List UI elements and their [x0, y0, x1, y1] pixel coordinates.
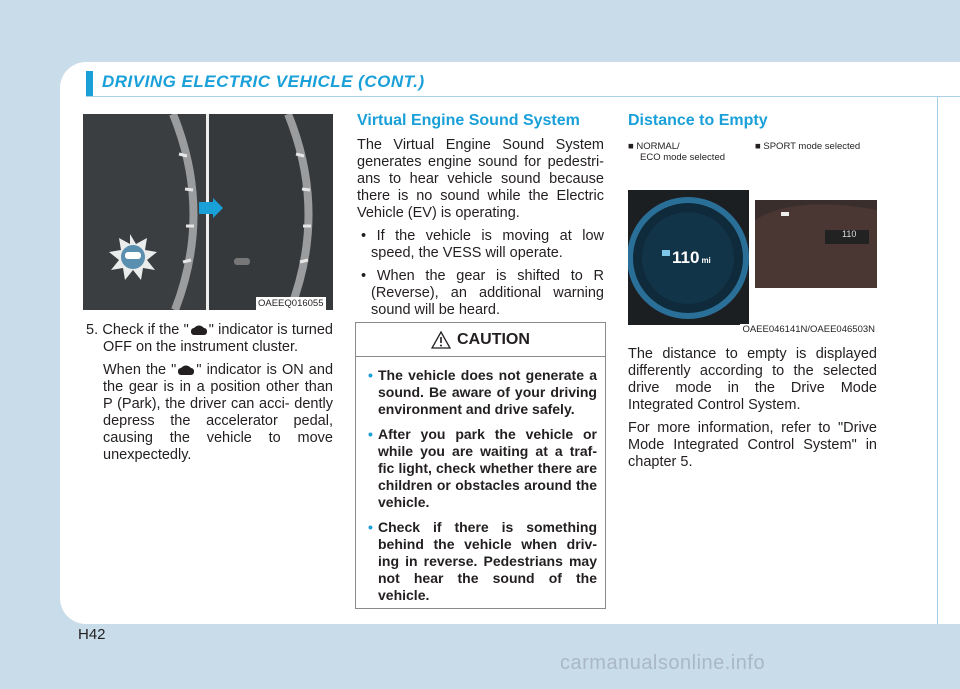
caution-label: CAUTION — [457, 330, 530, 348]
caution-item: • The vehicle does not generate a sound. Be aware of your driving environment and drive safely. — [378, 367, 597, 418]
dte-para-2: For more information, refer to "Drive Mode Integrated Control System" in chapter 5. — [628, 420, 877, 470]
caution-box — [355, 322, 606, 609]
caution-item: • Check if there is something behind the vehicle when driv- ing in reverse. Pedestrians may not hear the sound of the vehicle. — [378, 519, 597, 604]
right-column-text — [628, 346, 877, 477]
page-number: H42 — [78, 626, 106, 643]
figure-code-right: OAEE046141N/OAEE046503N — [742, 324, 875, 335]
vess-bullet-2: • When the gear is shifted to R (Reverse), an additional warning sound will be heard. — [361, 268, 604, 318]
warning-triangle-icon — [431, 331, 451, 349]
vess-section-title: Virtual Engine Sound System — [357, 112, 580, 129]
vess-intro: The Virtual Engine Sound System generates engine sound for pedestri- ans to hear vehicle sound because there is no sound while the Electric Vehicle (EV) is operating. — [357, 137, 604, 221]
right-margin-rule — [937, 97, 938, 624]
cluster-illustration — [83, 114, 333, 310]
step-text-before: Check if the " — [102, 322, 189, 338]
caution-header — [356, 323, 605, 357]
left-column — [86, 322, 333, 470]
instrument-cluster-figure — [83, 114, 333, 310]
middle-column — [357, 137, 604, 325]
dte-figure — [628, 138, 877, 338]
watermark: carmanualsonline.info — [560, 652, 766, 674]
normal-eco-display — [628, 190, 749, 325]
vess-bullet-1: • If the vehicle is moving at low speed, the VESS will operate. — [361, 228, 604, 261]
step-5 — [86, 322, 333, 356]
dte-section-title: Distance to Empty — [628, 112, 768, 129]
vess-indicator-icon — [189, 323, 209, 337]
figure-code-left: OAEEQ016055 — [258, 298, 324, 309]
sport-gauge-illustration — [755, 190, 877, 325]
eco-distance-value: 110 mi — [672, 248, 711, 267]
caution-list — [356, 357, 605, 604]
normal-eco-label: ■ NORMAL/ ECO mode selected — [628, 141, 726, 163]
step-number: 5. — [86, 322, 99, 338]
section-header-title: DRIVING ELECTRIC VEHICLE (CONT.) — [102, 72, 425, 91]
header-rule — [86, 96, 960, 97]
sport-display — [755, 190, 877, 325]
step-5-warning — [86, 362, 333, 464]
caution-item: • After you park the vehicle or while you are waiting at a traf- fic light, check whether there are children or obstacles around the vehicle. — [378, 426, 597, 511]
sport-label: ■ SPORT mode selected — [755, 141, 861, 152]
step-text-after: " indicator is turned OFF on the instrument cluster. — [103, 322, 333, 355]
dte-para-1: The distance to empty is displayed differently according to the selected drive mode in the Drive Mode Integrated Control System. — [628, 346, 877, 413]
sport-distance-value: 110 — [842, 229, 857, 239]
para2-before: When the " — [103, 362, 177, 378]
para2-after: " indicator is ON and the gear is in a position other than P (Park), the driver can acci- dently depress the accelerator pedal, causing the vehicle to move unexpectedly. — [103, 362, 334, 463]
header-accent-bar — [86, 71, 93, 96]
vess-indicator-icon — [176, 363, 196, 377]
